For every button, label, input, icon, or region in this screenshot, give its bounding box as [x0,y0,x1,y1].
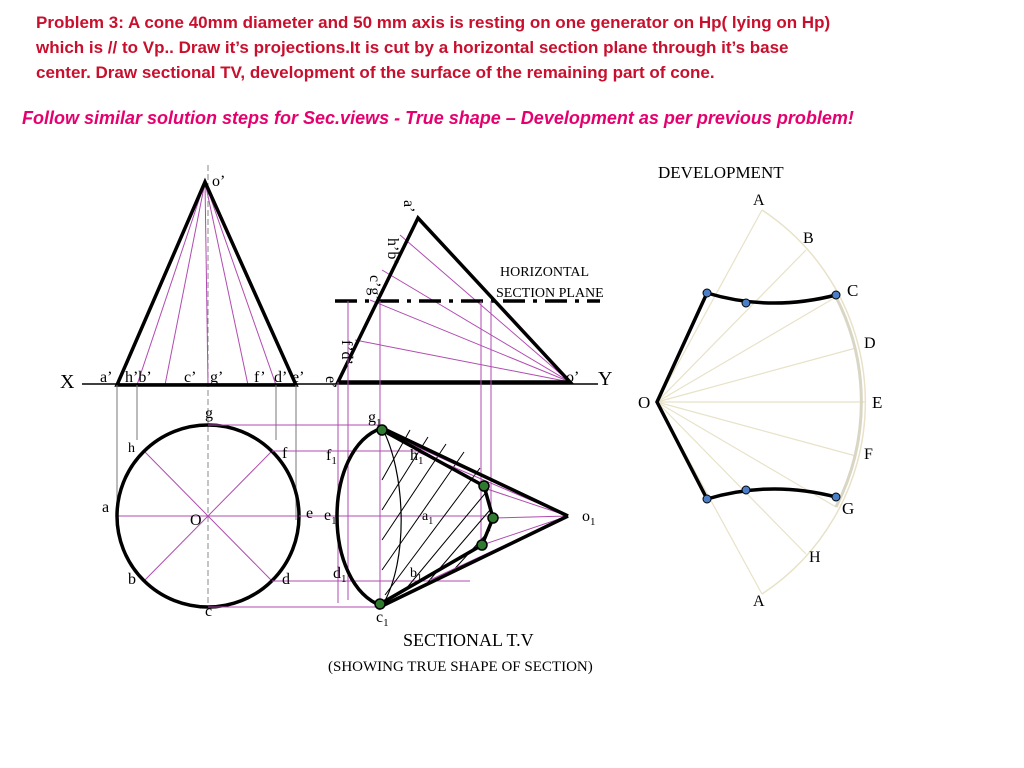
tv-f-label: f [282,445,288,462]
tv-e-label: e [306,505,314,522]
fv-e-label: e’ [292,369,305,386]
problem-heading: Problem 3: [36,13,124,32]
tfv-e-label: e’ [322,376,339,389]
dev-h-label: H [809,549,821,566]
st-a-label: $a_1$ [422,509,434,527]
stv-upper-generator [382,428,568,516]
st-d-label: $d_1$ [333,565,347,585]
dev-upper-curve [707,293,836,303]
dev-e-label: E [872,393,883,412]
dev-b-label: B [803,230,814,247]
tfv-a-label: a’ [400,200,417,213]
st-o-label: $o_1$ [582,508,596,528]
tv-o-label: O [190,512,202,529]
labels [60,163,882,675]
y-label: Y [598,368,613,390]
problem-line-3: center. Draw sectional TV, development of the surface of the remaining part of cone. [36,63,715,82]
st-f-label: $f_1$ [326,447,337,467]
tv-h-label: h [128,441,135,456]
fv-apex-label: o’ [212,173,226,190]
development [657,210,865,594]
section-plane-label-2: SECTION PLANE [496,286,604,301]
dev-a-bottom-label: A [753,593,765,610]
tv-g-label: g [205,405,213,422]
fv-generators [137,182,276,385]
tfv-o-label: o’ [566,369,580,386]
problem-line-2: which is // to Vp.. Draw it’s projections.It is cut by a horizontal section plane through it’s base [36,38,789,57]
development-title: DEVELOPMENT [658,163,784,182]
st-e-label: $e_1$ [324,507,337,527]
dev-points [703,289,840,503]
problem-text-1: A cone 40mm diameter and 50 mm axis is resting on one generator on Hp( lying on Hp) [123,13,831,32]
front-view [117,165,296,610]
dev-f-label: F [864,446,873,463]
x-label: X [60,371,75,393]
st-c-label: $c_1$ [376,609,389,629]
tfv-fd-label: f’d’ [338,340,355,365]
tv-b-label: b [128,571,136,588]
dev-c-label: C [847,281,859,300]
stv-base-back [382,428,401,606]
fv-d-label: d’ [274,369,288,386]
tv-a-label: a [102,499,110,516]
dev-g-label: G [842,499,855,518]
instruction-text: Follow similar solution steps for Sec.views - True shape – Development as per previous problem! [22,108,854,128]
tfv-hb-label: h’b’ [384,238,401,265]
dev-o-label: O [638,393,651,412]
fv-c-label: c’ [184,369,197,386]
st-g-label: $g_1$ [368,409,382,429]
dev-lower-curve [707,489,836,499]
tv-d-label: d [282,571,290,588]
tfv-cg-label: c’g’ [366,275,383,301]
stv-generators [380,430,568,580]
fv-g-label: g’ [210,369,224,386]
dev-a-top-label: A [753,192,765,209]
dev-d-label: D [864,335,876,352]
section-plane-label-1: HORIZONTAL [500,265,590,280]
fv-hb-label: h’b’ [125,369,152,386]
st-h-label: $h_1$ [410,447,424,467]
tv-c-label: c [205,603,213,620]
fv-f-label: f’ [254,369,266,386]
sectional-tv-title: SECTIONAL T.V [403,630,534,650]
dev-generators [657,210,865,594]
true-shape-caption: (SHOWING TRUE SHAPE OF SECTION) [328,659,593,675]
st-b-label: $b_1$ [410,566,422,584]
fv-a-label: a’ [100,369,113,386]
